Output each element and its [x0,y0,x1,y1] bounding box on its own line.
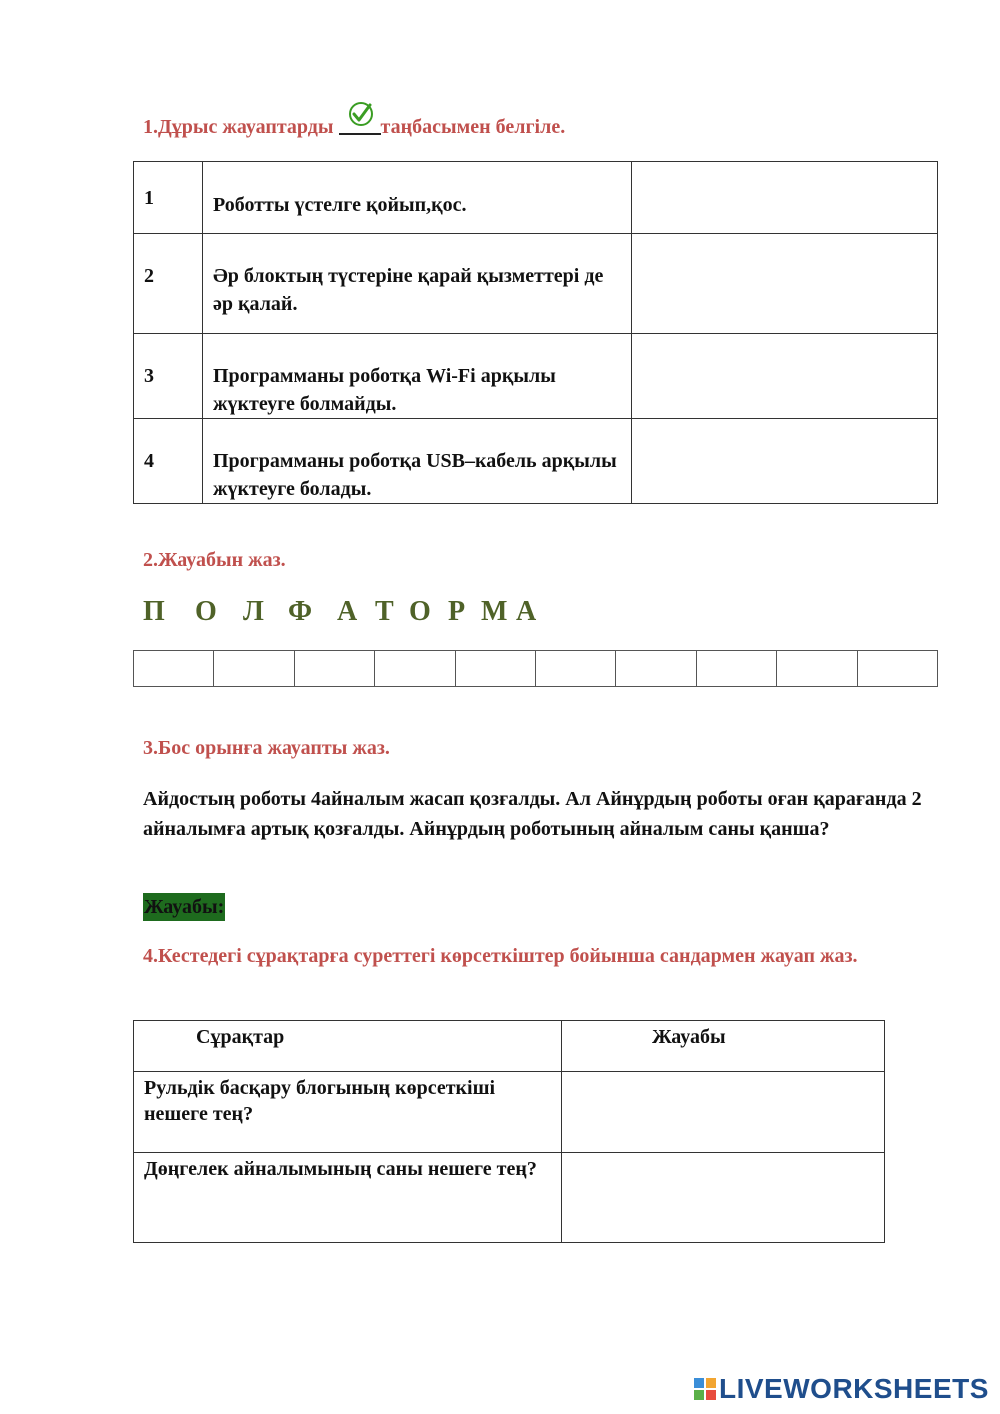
q4-heading: 4.Кестедегі сұрақтарға суреттегі көрсеткіштер бойынша сандармен жауап жаз. [143,945,858,967]
logo-cube-icon [694,1378,716,1400]
letter-input-cell[interactable] [455,651,535,687]
q1-heading [143,116,565,139]
letter: Ф [288,596,313,627]
table-row [134,651,938,687]
letter-input-cell[interactable] [134,651,214,687]
letter: О [195,596,217,627]
letter-input-cell[interactable] [616,651,696,687]
statement-text: Программаны роботқа USB–кабель арқылы жүктеуге болады. [203,419,632,504]
answer-cell[interactable] [562,1072,885,1153]
letter: Л [243,596,264,627]
statement-text: Әр блоктың түстеріне қарай қызметтері де әр қалай. [203,234,632,334]
q1-heading-before: 1.Дұрыс жауаптарды [143,116,339,138]
liveworksheets-logo[interactable] [694,1374,989,1404]
letter-input-cell[interactable] [214,651,294,687]
logo-text: LIVEWORKSHEETS [719,1373,989,1404]
letter-input-cell[interactable] [696,651,776,687]
table-row [134,1153,885,1243]
q1-heading-after: таңбасымен белгіле. [380,116,566,138]
letter: П [143,596,165,627]
table-row [134,1072,885,1153]
letter-input-cell[interactable] [375,651,455,687]
check-cell[interactable] [632,419,938,504]
row-number: 2 [134,234,203,334]
table-row [134,234,938,334]
letter-input-cell[interactable] [535,651,615,687]
question-cell: Дөңгелек айналымының саны нешеге тең? [134,1153,562,1243]
check-cell[interactable] [632,334,938,419]
question-cell: Рульдік басқару блогының көрсеткіші нешеге тең? [134,1072,562,1153]
q4-table [133,1020,885,1243]
check-cell[interactable] [632,162,938,234]
checkmark-icon [339,119,381,139]
table-row [134,334,938,419]
q2-heading: 2.Жауабын жаз. [143,549,286,571]
statement-text: Роботты үстелге қойып,қос. [203,162,632,234]
row-number: 3 [134,334,203,419]
letter: Т [375,596,394,627]
row-number: 4 [134,419,203,504]
letter-input-cell[interactable] [777,651,857,687]
q3-text: Айдостың роботы 4айналым жасап қозғалды. Ал Айнұрдың роботы оған қарағанда 2 айналымға артық қозғалды. Айнұрдың роботының айналым саны қанша? [143,788,922,840]
letter: А [337,596,358,627]
letter: М [481,596,508,627]
answer-letter-grid [133,650,938,687]
answer-field[interactable]: Жауабы: [143,893,225,921]
statement-text: Программаны роботқа Wi-Fi арқылы жүктеуге болмайды. [203,334,632,419]
letter: А [516,596,537,627]
letter-input-cell[interactable] [857,651,937,687]
table-row [134,419,938,504]
letter: Р [448,596,466,627]
q3-heading: 3.Бос орынға жауапты жаз. [143,737,390,759]
letter-input-cell[interactable] [294,651,374,687]
check-cell[interactable] [632,234,938,334]
letter: О [409,596,431,627]
answer-cell[interactable] [562,1153,885,1243]
column-header-questions: Сұрақтар [134,1021,562,1072]
row-number: 1 [134,162,203,234]
table-row [134,162,938,234]
column-header-answers: Жауабы [562,1021,885,1072]
q1-table [133,161,938,504]
table-header-row [134,1021,885,1072]
